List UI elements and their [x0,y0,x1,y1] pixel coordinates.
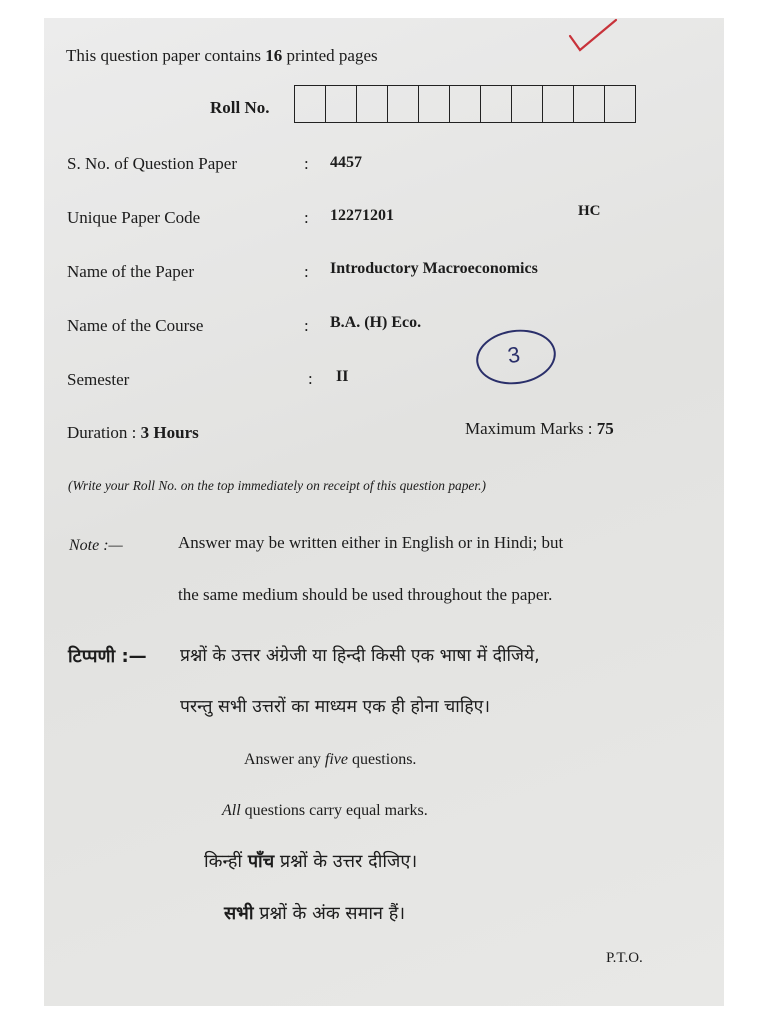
note-label: Note :— [69,537,123,554]
roll-no-cell[interactable] [480,85,511,123]
hindi-equal-marks [224,901,405,925]
duration-label: Duration : [67,423,137,442]
hindi1-bold: पाँच [247,851,275,872]
roll-no-cell[interactable] [604,85,636,123]
field-value-semester: II [336,368,349,385]
field-label-serial-no: S. No. of Question Paper [67,154,237,173]
note-line-1: Answer may be written either in English or in Hindi; but [178,533,564,552]
answer-pre: Answer any [244,751,325,768]
pages-info [66,46,378,66]
roll-no-cell[interactable] [356,85,387,123]
check-mark-icon [566,16,626,60]
hindi1-pre: किन्हीं [204,851,248,872]
answer-post: questions. [347,751,417,768]
duration-value: 3 Hours [140,423,199,442]
field-sep: : [304,208,309,227]
hindi-note-line-2: परन्तु सभी उत्तरों का माध्यम एक ही होना चाहिए। [180,697,490,717]
field-sep: : [308,369,313,388]
hc-mark: HC [578,203,601,219]
roll-no-cell[interactable] [449,85,480,123]
hindi1-post: प्रश्नों के उत्तर दीजिए। [274,851,418,872]
field-label-course: Name of the Course [67,316,204,335]
hindi2-post: प्रश्नों के अंक समान हैं। [253,903,406,924]
pto-label: P.T.O. [606,950,643,966]
roll-instruction: (Write your Roll No. on the top immediately on receipt of this question paper.) [68,478,486,493]
answer-any-five [244,751,416,769]
hindi2-bold: सभी [224,903,254,924]
roll-no-boxes[interactable] [294,85,636,123]
field-value-serial-no: 4457 [330,154,362,171]
field-sep: : [304,154,309,173]
field-label-paper-code: Unique Paper Code [67,208,201,227]
field-sep: : [304,262,309,281]
roll-no-cell[interactable] [418,85,449,123]
circled-number: 3 [505,341,522,369]
answer-em: five [324,751,348,768]
all-em: All [222,802,241,819]
maximum-marks [465,419,614,439]
field-value-paper-name: Introductory Macroeconomics [330,260,538,277]
roll-no-cell[interactable] [294,85,325,123]
roll-no-cell[interactable] [387,85,418,123]
field-value-course: B.A. (H) Eco. [330,314,422,331]
max-marks-value: 75 [596,419,614,438]
duration [67,423,199,443]
roll-no-cell[interactable] [573,85,604,123]
field-label-paper-name: Name of the Paper [67,262,194,281]
max-marks-label: Maximum Marks : [465,419,593,438]
roll-no-cell[interactable] [511,85,542,123]
field-label-semester: Semester [67,370,130,389]
field-sep: : [304,316,309,335]
roll-no-cell[interactable] [542,85,573,123]
hindi-note-line-1: प्रश्नों के उत्तर अंग्रेजी या हिन्दी किसी एक भाषा में दीजिये, [180,646,540,666]
pages-count: 16 [265,46,283,65]
roll-no-label: Roll No. [210,98,270,117]
note-line-2: the same medium should be used throughout the paper. [178,585,553,604]
field-value-paper-code: 12271201 [330,207,394,224]
hindi-answer-five [204,849,417,873]
roll-no-cell[interactable] [325,85,356,123]
equal-marks [222,802,428,820]
pages-suffix: printed pages [286,46,378,65]
hindi-note-label: टिप्पणी :— [68,646,147,667]
all-post: questions carry equal marks. [240,802,428,819]
pages-info-text: This question paper contains [66,46,261,65]
